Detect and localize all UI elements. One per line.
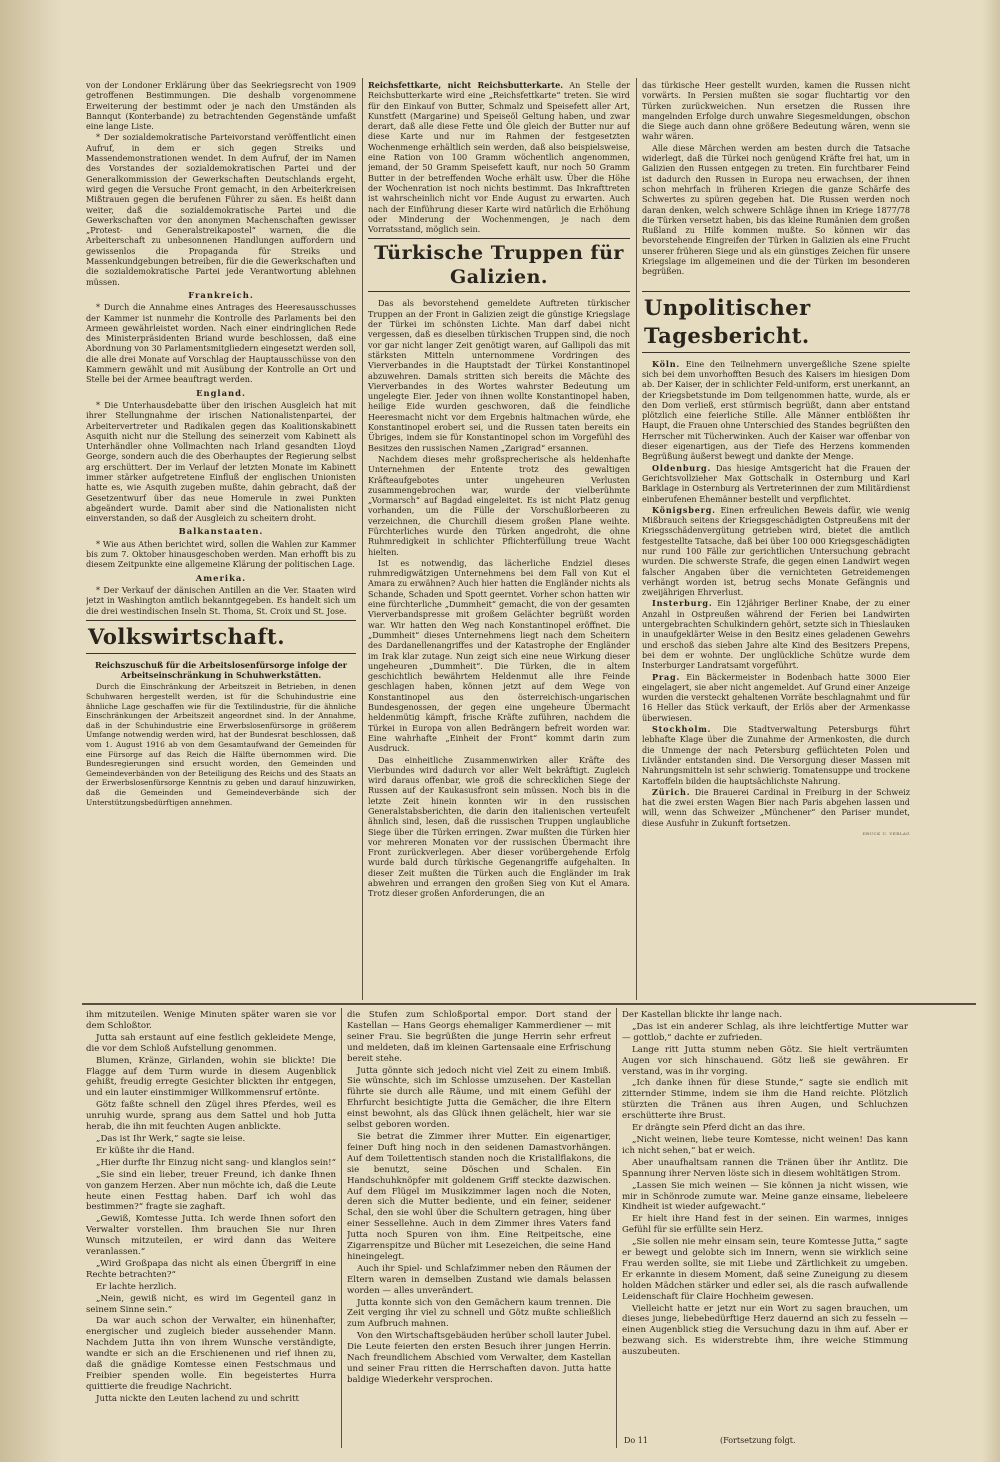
paragraph: Durch die Einschränkung der Arbeitszeit in Betrieben, in denen Schuhwaren hergestellt werden, ist für die Schuhindustrie eine ähnliche Lage geschaffen wie für die Textilindustrie, für die ähnliche Einschränkungen der Arbeitszeit angeordnet sind. In der Annahme, daß in der Schuhindustrie eine Erwerbslosenfürsorge in größerem Umfange notwendig werden wird, hat der Bundesrat beschlossen, daß vom 1. August 1916 ab von dem Gesamtaufwand der Gemeinden für eine Fürsorge auf das Reich die Hälfte übernommen wird. Die Bundesregierungen sind ersucht worden, den Gemeinden und Gemeindeverbänden von der Beteiligung des Reichs und des Staats an der Erwerbslosenfürsorge Kenntnis zu geben und darauf hinzuwirken, daß die Gemeinden und Gemeindeverbände sich der Unterstützungsbedürftigen annehmen. [86, 682, 356, 807]
section-divider [82, 1003, 976, 1005]
paragraph: Köln. Eine den Teilnehmern unvergeßliche Szene spielte sich bei dem unvorhofften Besuch des Kaisers im hiesigen Dom ab. Der Kaiser, der in schlichter Feld-uniform, erst unerkannt, an der Kriegsbetstunde im Dom teilgenommen hatte, wurde, als er den Dom verließ, erst stürmisch begrüßt, dann aber entstand plötzlich eine feierliche Stille. Alle Männer entblößten ihr Haupt, die Frauen ohne Unterschied des Standes begrüßten den Herrscher mit Tücherwinken. Auch der Kaiser war offenbar von dieser eigenartigen, aus der Tiefe des Herzens kommenden Begrüßung äußerst bewegt und dankte der Menge. [642, 358, 910, 462]
continuation-note: (Fortsetzung folgt. [720, 1436, 796, 1445]
novel-paragraph: „Das ist ein anderer Schlag, als ihre leichtfertige Mutter war — gottlob,“ dachte er zufrieden. [622, 1021, 908, 1043]
headline-unpolitischer-tagesbericht: Unpolitischer Tagesbericht. [642, 291, 910, 353]
dateline: Stockholm. [652, 724, 712, 735]
article-column-2 [368, 80, 630, 1000]
column-rule [616, 1008, 617, 1448]
printer-mark: DRUCK U. VERLAG [862, 831, 910, 836]
novel-paragraph: Jutta nickte den Leuten lachend zu und schritt [96, 1393, 299, 1404]
section-heading: Frankreich. [188, 289, 254, 300]
paragraph: * Wie aus Athen berichtet wird, sollen die Wahlen zur Kammer bis zum 7. Oktober hinausgeschoben werden. Man erhofft bis zu diesem Zeitpunkte eine allgemeine Klärung der politischen Lage. [86, 538, 356, 570]
novel-paragraph: Jutta gönnte sich jedoch nicht viel Zeit zu einem Imbiß. Sie wünschte, sich im Schlosse umzusehen. Der Kastellan führte sie durch alle Räume, und mit einem Gefühl der Ehrfurcht besichtigte Jutta die Gemächer, die ihre Eltern einst bewohnt, als das Glück ihnen gelächelt, hier war sie selbst geboren worden. [347, 1065, 611, 1131]
novel-paragraph: „Wird Großpapa das nicht als einen Übergriff in eine Rechte betrachten?“ [86, 1258, 336, 1280]
page-edge [982, 0, 1000, 1462]
novel-paragraph: „Das ist Ihr Werk,“ sagte sie leise. [96, 1133, 246, 1144]
dateline: Zürich. [652, 786, 691, 797]
novel-paragraph: Sie betrat die Zimmer ihrer Mutter. Ein eigenartiger, feiner Duft hing noch in den seidenen Damastvorhängen. Auf dem Toilettentisch standen noch die Kristallflakons, die sie benutzt, seine Döschen und Schalen. Ein Handschuhknöpfer mit goldenem Griff steckte dazwischen. Auf dem Flügel im Musikzimmer lagen noch die Noten, deren sich die Mutter bediente, und ein feiner, seidener Schal, den sie wohl über die Schultern getragen, hing über einer Sessellehne. Auch in dem Zimmer ihres Vaters fand Jutta noch Spuren von ihm. Eine Reitpeitsche, eine Zigarrenspitze und Bücher mit Lesezeichen, die seine Hand hineingelegt. [347, 1131, 611, 1262]
novel-column-2 [347, 1010, 611, 1448]
paragraph: Insterburg. Ein 12jähriger Berliner Knabe, der zu einer Anzahl in Ostpreußen während der Ferien bei Landwirten untergebrachten Schulkindern gehört, setzte sich in Thieslauken in unaufgeklärter Weise in den Besitz eines geladenen Gewehrs und erschoß das sieben Jahre alte Kind des Besitzers Prepens, bei dem er wohnte. Der unglückliche Schütze wurde dem Insterburger Landratsamt vorgeführt. [642, 598, 910, 671]
novel-paragraph: Götz faßte schnell den Zügel ihres Pferdes, weil es unruhig wurde, sprang aus dem Sattel und hob Jutta herab, die ihn mit feuchten Augen anblickte. [86, 1100, 336, 1133]
novel-paragraph: „Hier durfte Ihr Einzug nicht sang- und klanglos sein!“ [96, 1157, 336, 1168]
novel-paragraph: Auch ihr Spiel- und Schlafzimmer neben den Räumen der Eltern waren in demselben Zustand wie damals belassen worden — alles unverändert. [347, 1263, 611, 1296]
headline-volkswirtschaft: Volkswirtschaft. [86, 620, 356, 654]
paragraph: Ist es notwendig, das lächerliche Endziel dieses ruhmredigwätzigen Unternehmens bei dem Fall von Kut el Amara zu erwähnen? Auch hier hatten die Engländer nichts als Schande, Schaden und Spott geerntet. Vorher schon hatten wir eine fürchterliche „Dummheit“ gemacht, die von der gesamten Vierverbandspresse mit großem Gelächter begrüßt worden war. Wir hatten den Weg nach Konstantinopel eröffnet. Die „Dummheit“ dieses Unternehmens liegt nach dem Scheitern des Dardanellenangriffes und der Katastrophe der Engländer im Irak klar zutage. Nun zeigt sich eine neue Wirkung dieser ungeheuren „Dummheit“. Die Türken, die in altem geschichtlich bewährtem Heldenmut alle ihre Feinde geschlagen haben, können jetzt auf dem Wege von Konstantinopel aus den österreichisch-ungarischen Bundesgenossen, der gegen eine ungeheure Übermacht heldenmütig kämpft, frische Kräfte zuführen, nachdem die Türkei in Europa von allen Bedrängern befreit worden war. Eine wahrhafte „Einheit der Front“ kommt darin zum Ausdruck. [368, 557, 630, 754]
novel-paragraph: Lange ritt Jutta stumm neben Götz. Sie hielt verträumten Augen vor sich hinschauend. Götz ließ sie gewähren. Er verstand, was in ihr vorging. [622, 1044, 908, 1077]
paragraph: * Durch die Annahme eines Antrages des Heeresausschusses der Kammer ist nunmehr die Kontrolle des Parlaments bei den Armeen gewährleistet worden. Nach einer eindringlichen Rede des Ministerpräsidenten Briand wurde beschlossen, daß eine Abordnung von 30 Parlamentsmitgliedern eingesetzt werden soll, die alle drei Monate auf Vorschlag der Hauptausschüsse von den Kammern gewählt und mit Ausübung der Kontrolle an Ort und Stelle bei der Armee beauftragt werden. [86, 302, 356, 385]
novel-paragraph: „Sie sind ein lieber, treuer Freund, ich danke Ihnen von ganzem Herzen. Aber nun möchte ich, daß die Leute heute einen Festtag haben. Darf ich wohl das bestimmen?“ fragte sie zaghaft. [86, 1169, 336, 1213]
paragraph: Nachdem dieses mehr großsprecherische als heldenhafte Unternehmen der Entente trotz des gewaltigen Kräfteaufgebotes unter ungeheuren Verlusten zusammengebrochen war, wurde der vielberühmte „Vormarsch“ auf Bagdad eingeleitet. Es ist nicht Platz genug vorhanden, um die Fülle der Vorschußlorbeeren zu verzeichnen, die Churchill diesem großen Plane weihte. Fürchterliches wurde den Türken angedroht, die ohne Ruhmredigkeit in schlichter Pflichterfüllung treue Wacht hielten. [368, 453, 630, 557]
footer-code: Do 11 [624, 1436, 648, 1445]
dateline: Köln. [652, 358, 681, 369]
novel-column-3 [622, 1010, 908, 1432]
novel-paragraph: Er lachte herzlich. [96, 1281, 177, 1292]
novel-paragraph: Er drängte sein Pferd dicht an das ihre. [632, 1123, 806, 1134]
dateline: Prag. [652, 671, 681, 682]
section-heading: Amerika. [195, 572, 247, 583]
article-lead: Reichszuschuß für die Arbeitslosenfürsorge infolge der Arbeitseinschränkung in Schuhwerkstätten. [94, 659, 348, 681]
novel-paragraph: „Nicht weinen, liebe teure Komtesse, nicht weinen! Das kann ich nicht sehen,“ bat er weich. [622, 1134, 908, 1156]
novel-paragraph: Der Kastellan blickte ihr lange nach. [622, 1010, 783, 1020]
paragraph: Prag. Ein Bäckermeister in Bodenbach hatte 3000 Eier eingelagert, sie aber nicht angemeldet. Auf Grund einer Anzeige wurden die versteckt gehaltenen Vorräte beschlagnahmt und für 16 Heller das Stück verkauft, der Erlös aber der Armenkasse überwiesen. [642, 671, 910, 723]
section-heading: Balkanstaaten. [178, 526, 264, 537]
novel-paragraph: „Ich danke ihnen für diese Stunde,“ sagte sie endlich mit zitternder Stimme, indem sie ihm die Hand reichte. Plötzlich stürzten die Tränen aus ihren Augen, und Schluchzen erschütterte ihre Brust. [622, 1078, 908, 1122]
dateline: Oldenburg. [652, 462, 712, 473]
column-rule [341, 1008, 342, 1448]
column-rule [362, 78, 363, 1000]
paragraph: Alle diese Märchen werden am besten durch die Tatsache widerlegt, daß die Türkei noch genügend Kräfte frei hat, um in Galizien den Russen entgegen zu treten. Ein furchtbarer Feind ist dadurch den Russen in Europa neu erwachsen, der ihnen schon mehrfach in früheren Kriegen die ganze Schärfe des Schwertes zu spüren gegeben hat. Die Russen werden noch daran denken, welch schwere Schläge ihnen im Kriege 1877/78 die Türken versetzt haben, bis das kleine Rumänien dem großen Rußland zu Hilfe kommen mußte. So können wir das bevorstehende Eingreifen der Türken in Galizien als eine Frucht unserer früheren Siege und als ein günstiges Zeichen für unsere Kriegslage im allgemeinen und die der Türken im besonderen begrüßen. [642, 142, 910, 277]
paragraph: * Die Unterhausdebatte über den irischen Ausgleich hat mit ihrer Stellungnahme der irischen Nationalistenpartei, der Arbeitervertreter und Radikalen gegen das Koalitionskabinett Asquith nicht nur die Stellung des seinerzeit vom Kabinett als Unterhändler ohne Vollmachten nach Irland gesandten Lloyd George, sondern auch die des Oberhauptes der Regierung selbst arg erschüttert. Der im Verlauf der letzten Monate im Kabinett immer stärker aufgetretene Einfluß der englischen Unionisten hatte es, wie Asquith zugeben mußte, dahin gebracht, daß der Gesetzentwurf über das neue Homerule in zwei Punkten abgeändert wurde. Damit aber sind die Nationalisten nicht einverstanden, so daß der Ausgleich zu scheitern droht. [86, 399, 356, 524]
novel-paragraph: Er hielt ihre Hand fest in der seinen. Ein warmes, inniges Gefühl für sie erfüllte sein Herz. [622, 1214, 908, 1236]
novel-paragraph: Jutta sah erstaunt auf eine festlich gekleidete Menge, die vor dem Schloß Aufstellung genommen. [86, 1032, 336, 1054]
article-column-3 [642, 80, 910, 1000]
novel-paragraph: Da war auch schon der Verwalter, ein hünenhafter, energischer und zugleich bieder aussehender Mann. Nachdem Jutta ihn von ihrem Wunsche verständigte, wandte er sich an die Erschienenen und rief ihnen zu, daß die gnädige Komtesse einen Festschmaus und Freibier spenden wolle. Ein begeistertes Hurra quittierte die freudige Nachricht. [86, 1316, 336, 1392]
novel-paragraph: „Sie sollen nie mehr einsam sein, teure Komtesse Jutta,“ sagte er bewegt und gelobte sich im Innern, wenn sie wirklich seine Frau werden sollte, sie mit Liebe und Zärtlichkeit zu umgeben. Er erkannte in diesem Moment, daß seine Zuneigung zu diesem holden Mädchen stärker und edler sei, als die rasch aufwallende Leidenschaft für Claire Hochheim gewesen. [622, 1237, 908, 1302]
paragraph: * Der sozialdemokratische Parteivorstand veröffentlicht einen Aufruf, in dem er sich gegen Streiks und Massendemonstrationen wendet. In dem Aufruf, der im Namen des Vorstandes der sozialdemokratischen Partei und der Generalkommission der Gewerkschaften Deutschlands ergeht, wird gegen die Versuche Front gemacht, in den Arbeiterkreisen Mißtrauen gegen die berufenen Führer zu säen. Es heißt dann weiter, daß die sozialdemokratische Partei und die Gewerkschaften vor den anonymen Machenschaften gewisser „Protest- und Generalstreikapostel“ warnen, die die Arbeiterschaft zu unbesonnenen Handlungen auffordern und gewissenlos die Propaganda für Streiks und Massenkundgebungen betreiben, für die die Gewerkschaften und die sozialdemokratische Partei jede Verantwortung ablehnen müssen. [86, 132, 356, 287]
article-column-1 [86, 80, 356, 1000]
paragraph: Zürich. Die Brauerei Cardinal in Freiburg in der Schweiz hat die zwei ersten Wagen Bier nach Paris abgehen lassen und will, wenn das Schweizer „Münchener“ den Pariser mundet, diese Ausfuhr in Zukunft fortsetzen. [642, 786, 910, 828]
paragraph: Reichsfettkarte, nicht Reichsbutterkarte. An Stelle der Reichsbutterkarte wird eine „Reichsfettkarte“ treten. Sie wird für den Einkauf von Butter, Schmalz und Speisefett aller Art, Kunstfett (Margarine) und Speiseöl Geltung haben, und zwar derart, daß alle diese Fette und Öle gleich der Butter nur auf diese Karte und nur im Rahmen der festgesetzten Wochenmenge erhältlich sein werden, daß also beispielsweise, eine Ration von 100 Gramm wöchentlich angenommen, jemand, der 50 Gramm Speisefett kauft, nur noch 50 Gramm Butter in der betreffenden Woche erhält usw. Über die Höhe der Wochenration ist noch nichts bestimmt. Das Inkrafttreten ist wahrscheinlich nicht vor Ende August zu erwarten. Auch nach der Einführung dieser Karte wird natürlich die Erhöhung oder Minderung der Wochenmengen, je nach dem Vorratsstand, möglich sein. [368, 80, 630, 235]
novel-paragraph: „Gewiß, Komtesse Jutta. Ich werde Ihnen sofort den Verwalter vorstellen. Ihm brauchen Sie nur Ihren Wunsch mitzuteilen, er wird dann das Weitere veranlassen.“ [86, 1214, 336, 1258]
dateline: Königsberg. [652, 504, 716, 515]
column-rule [636, 78, 637, 1000]
paragraph: * Der Verkauf der dänischen Antillen an die Ver. Staaten wird jetzt in Washington amtlich bekanntgegeben. Es handelt sich um die drei westindischen Inseln St. Thoma, St. Croix und St. Jose. [86, 584, 356, 616]
paragraph: Das einheitliche Zusammenwirken aller Kräfte des Vierbundes wird dadurch vor aller Welt bekräftigt. Zugleich wird daraus offenbar, wie groß die schrecklichen Siege der Russen auf der Kaukasusfront sein müssen. Noch bis in die letzte Zeit hinein konnten wir in den russischen Generalstabsberichten, die darin den italienischen verteufelt ähnlich sind, lesen, daß die russischen Truppen unglaubliche Siege über die Türken erringen. Zwar mußten die Türken hier vor mehreren Monaten vor der russischen Übermacht ihre Front zurückverlegen. Aber dieser vorübergehende Erfolg wurde bald durch türkische Gegenangriffe aufgehalten. In dieser Zeit mußten die Türken auch die Engländer im Irak abwehren und errangen den großen Sieg von Kut el Amara. Trotz dieser großen Anforderungen, die an [368, 754, 630, 899]
paragraph: Königsberg. Einen erfreulichen Beweis dafür, wie wenig Mißbrauch seitens der Kriegsgeschädigten Ostpreußens mit der Kriegsschädenvergütung getrieben wird, bietet die amtlich festgestellte Tatsache, daß bei über 100 000 Kriegsgeschädigten nur rund 100 Fälle zur gerichtlichen Untersuchung gebracht wurden. Die schwerste Strafe, die gegen einen Landwirt wegen falscher Angaben über die vernichteten Getreidemengen verhängt worden ist, betrug sechs Monate Gefängnis und zweijährigen Ehrverlust. [642, 504, 910, 598]
novel-paragraph: Er küßte ihr die Hand. [96, 1145, 195, 1156]
novel-paragraph: Jutta konnte sich von den Gemächern kaum trennen. Die Zeit verging ihr viel zu schnell und Götz mußte schließlich zum Aufbruch mahnen. [347, 1297, 611, 1330]
paragraph: von der Londoner Erklärung über das Seekriegsrecht von 1909 getroffenen Bestimmungen. Die deshalb vorgenommene Erweiterung der bestimmt oder je nach den Umständen als Bannqut (Konterbande) zu betrachtenden Gegenstände umfaßt eine lange Liste. [86, 80, 356, 132]
page-binding-shadow [0, 0, 62, 1462]
novel-paragraph: Aber unaufhaltsam rannen die Tränen über ihr Antlitz. Die Spannung ihrer Nerven löste sich in diesem wohltätigen Strom. [622, 1157, 908, 1179]
novel-paragraph: ihm mitzuteilen. Wenige Minuten später waren sie vor dem Schloßtor. [86, 1010, 336, 1031]
dateline: Insterburg. [652, 598, 713, 609]
headline-tuerkische-truppen: Türkische Truppen für Galizien. [368, 238, 630, 292]
novel-paragraph: Vielleicht hatte er jetzt nur ein Wort zu sagen brauchen, um dieses junge, liebebedürftige Herz dauernd an sich zu fesseln — einen Augenblick stieg die Versuchung dazu in ihm auf. Aber er bezwang sich. Es widerstrebte ihm, ihre weiche Stimmung auszubeuten. [622, 1303, 908, 1358]
novel-paragraph: „Lassen Sie mich weinen — Sie können ja nicht wissen, wie mir in Schönrode zumute war. Meine ganze einsame, liebeleere Kindheit ist wieder aufgewacht.“ [622, 1180, 908, 1213]
novel-paragraph: die Stufen zum Schloßportal empor. Dort stand der Kastellan — Hans Georgs ehemaliger Kammerdiener — mit seiner Frau. Sie begrüßten die junge Herrin sehr erfreut und meldeten, daß im kleinen Gartensaale eine Erfrischung bereit stehe. [347, 1010, 611, 1064]
novel-paragraph: „Nein, gewiß nicht, es wird im Gegenteil ganz in seinem Sinne sein.“ [86, 1293, 336, 1315]
article-lead: Reichsfettkarte, nicht Reichsbutterkarte. [368, 80, 564, 90]
paragraph: Oldenburg. Das hiesige Amtsgericht hat die Frauen der Gerichtsvollzieher Max Gottschalk in Osternburg und Karl Barklage in Osternburg als Vertreterinnen der zum Militärdienst einberufenen Ehemänner bestellt und verpflichtet. [642, 462, 910, 504]
section-heading: England. [196, 387, 246, 398]
paragraph: Das als bevorstehend gemeldete Auftreten türkischer Truppen an der Front in Galizien zeigt die günstige Kriegslage der Türkei im schönsten Lichte. Man darf dabei nicht vergessen, daß es dieselben türkischen Truppen sind, die noch vor gar nicht langer Zeit genötigt waren, auf Gallipoli das mit stärksten Mitteln unternommene Vordringen des Vierverbandes in die Hauptstadt der Türkei Konstantinopel abzuwehren. Damals stritten sich bereits die Mächte des Vierverbandes in des Wortes wahrster Bedeutung um ungelegte Eier. Jeder von ihnen wollte Konstantinopel haben, heilige Eide wurden geschworen, daß die feindliche Heeresmacht nicht vor dem Ergebnis haltmachen würde, ehe Konstantinopel erobert sei, und die Russen taten bereits ein Übriges, indem sie für Konstantinopel schon im Vorgefühl des Besitzes den russischen Namen „Zarigrad“ ersannen. [368, 298, 630, 453]
novel-paragraph: Von den Wirtschaftsgebäuden herüber scholl lauter Jubel. Die Leute feierten den ersten Besuch ihrer jungen Herrin. Nach freundlichem Abschied vom Verwalter, dem Kastellan und seiner Frau ritten die Herrschaften davon. Jutta hatte baldige Wiederkehr versprochen. [347, 1331, 611, 1385]
novel-column-1 [86, 1010, 336, 1448]
novel-paragraph: Blumen, Kränze, Girlanden, wohin sie blickte! Die Flagge auf dem Turm wurde in diesem Augenblick gehißt, freudig erregte Gesichter blickten ihr entgegen, und ein lauter einstimmiger Willkommensruf ertönte. [86, 1055, 336, 1099]
paragraph: das türkische Heer gestellt wurden, kamen die Russen nicht vorwärts. In Persien mußten sie sogar fluchtartig vor den Türken zurückweichen. Nun ersetzen die Russen ihre mangelnden Erfolge durch unwahre Siegesmeldungen, obschon die Siege auch dann ohne größere Bedeutung wären, wenn sie wahr wären. [642, 80, 910, 142]
paragraph: Stockholm. Die Stadtverwaltung Petersburgs führt lebhafte Klage über die Zunahme der Armenkosten, die durch die Unmenge der nach Petersburg geflüchteten Polen und Livländer entstanden sind. Die Versorgung dieser Massen mit Nahrungsmitteln ist sehr schwierig. Tomatensuppe und trockene Kartoffeln bilden die hauptsächlichste Nahrung. [642, 724, 910, 786]
